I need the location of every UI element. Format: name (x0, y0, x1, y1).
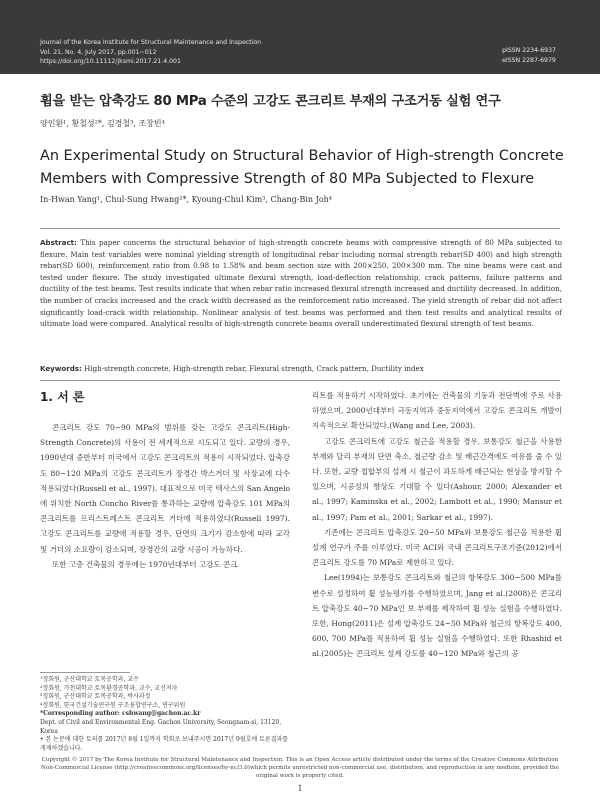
copyright-notice: Copyright © 2017 by The Korea Institute for Structural Maintenance and Inspection. This is an Open Access article distributed under the terms of the Creative Commons Attribution Non-Commercial License (http://creativecommons.org/licenses/by-nc/3.0)which permits unrestricted non-commercial use, distribution, and reproduction in any medium, provided the original work is properly cited. (41, 757, 559, 780)
pissn: pISSN 2234-6937 (502, 47, 556, 54)
right-column (312, 388, 562, 662)
journal-name: Journal of the Korea Institute for Structural Maintenance and Inspection (40, 39, 262, 46)
keywords (40, 364, 562, 373)
footnote-rule (40, 672, 130, 673)
footnote: Dept. of Civil and Environmental Eng. Gachon University, Seongnam-si, 13120, Korea (40, 718, 282, 735)
abstract (40, 237, 562, 330)
banner-left (40, 38, 261, 67)
paragraph: 고강도 콘크리트에 고강도 철근을 적용할 경우, 보통강도 철근을 사용한 부재와 달리 부재의 단면 축소, 철근량 감소 및 배근간격에도 여유를 줄 수 있다. 또한, 교량 접합부의 설계 시 철근이 과도하게 배근되는 현상을 방지할 수 있으며, 시공성의 향상도 기대할 수 있다(Ashour, 2000; Alexander et al., 1997; Kaminska et al., 2002; Lambott et al., 1990; Mansur et al., 1997; Pam et al., 2001; Sarkar et al., 1997). (312, 436, 562, 522)
authors-korean: 양인환¹, 황철성²*, 김경철³, 조창빈⁴ (40, 119, 165, 128)
journal-banner (0, 0, 600, 74)
left-column (40, 420, 290, 572)
paragraph: 콘크리트 강도 70~90 MPa의 범위를 갖는 고강도 콘크리트(High-Strength Concrete)의 사용이 전 세계적으로 시도되고 있다. 교량의 경우, 1990년대 중반부터 미국에서 고강도 콘크리트의 적용이 시작되었다. 압축강도 80~120 MPa의 고강도 콘크리트가 장경간 박스거더 및 사장교에 다수 적용되었다(Russell et al., 1997). 대표적으로 미국 텍사스의 San Angelo에 위치한 North Concho River를 통과하는 교량에 압축강도 101 MPa의 콘크리트를 프리스트레스트 콘크리트 거더에 적용하였다(Russell 1997). 고강도 콘크리트를 교량에 적용할 경우, 단면의 크기가 감소함에 따라 교각 및 거더의 소요량이 감소되며, 장경간의 교량 시공이 가능하다. (40, 423, 290, 554)
authors-english: In-Hwan Yang¹, Chul-Sung Hwang²*, Kyoung-Chul Kim³, Chang-Bin Joh⁴ (40, 195, 333, 204)
page-number: 1 (297, 784, 303, 793)
title-english: An Experimental Study on Structural Behavior of High-strength Concrete Members with Compressive Strength of 80 MPa Subjected to Flexure (40, 148, 564, 187)
footnotes (40, 676, 290, 753)
footnote: ¹정회원, 군산대학교 토목공학과, 교수 (40, 676, 139, 683)
doi-link[interactable]: https://doi.org/10.11112/jksmi.2017.21.4.001 (40, 58, 181, 65)
keywords-text: High-strength concrete, High-strength rebar, Flexural strength, Crack pattern, Ductility index (84, 364, 424, 373)
banner-right (502, 46, 556, 65)
footnote: • 본 논문에 대한 토의를 2017년 8월 1일까지 학회로 보내주시면 2017년 9월호에 토론결과를 게재하겠습니다. (40, 736, 289, 752)
footnote: ²정회원, 가천대학교 토목환경공학과, 교수, 교신저자 (40, 684, 178, 692)
eissn: eISSN 2287-6979 (502, 56, 556, 64)
footnote: ⁴정회원, 한국건설기술연구원 구조융합연구소, 연구위원 (40, 701, 186, 709)
abstract-text: This paper concerns the structural behavior of high-strength concrete beams with compressive strength of 80 MPa subjected to flexure. Main test variables were nominal yielding strength of longitudinal rebar including normal strength rebar(SD 400) and high strength rebar(SD 600), reinforcement ratio from 0.98 to 1.58% and beam section size with 200×250, 200×300 mm. The nine beams were cast and tested under flexure. The study investigated ultimate flexural strength, load-deflection relationship, crack patterns, failure patterns and ductility of the test beams. Test results indicate that when rebar ratio increased flexural strength increased and ductility decreased. In addition, the number of cracks increased and the crack width decreased as the reinforcement ratio increased. The yield strength of rebar did not affect significantly load-crack width relationship. Nonlinear analysis of test beams was performed and then test results and analytical results of ultimate load were compared. Analytical results of high-strength concrete beams overall underestimated flexural strength of test beams. (40, 238, 562, 329)
title-korean: 휨을 받는 압축강도 80 MPa 수준의 고강도 콘크리트 부재의 구조거동 실험 연구 (40, 94, 501, 109)
divider-bottom (40, 380, 560, 381)
journal-volume: Vol. 21, No. 4, July 2017, pp.001~012 (40, 48, 157, 56)
section-heading: 1. 서 론 (40, 390, 85, 404)
footnote: ³정회원, 군산대학교 토목공학과, 박사과정 (40, 693, 151, 701)
paragraph: 또한 고층 건축물의 경우에는 1970년대부터 고강도 콘크 (52, 559, 238, 569)
paragraph: 리트를 적용하기 시작하였다. 초기에는 건축물의 기둥과 전단벽에 주로 사용하였으며, 2000년대부터 극동지역과 중동지역에서 고강도 콘크리트 개발이 지속적으로 확산되었다.(Wang and Lee, 2003). (312, 391, 562, 431)
abstract-label: Abstract: (40, 238, 77, 247)
divider-top (40, 228, 560, 229)
paragraph: 기존에는 콘크리트 압축강도 20~50 MPa와 보통강도 철근을 적용한 휨 설계 연구가 주를 이루었다. 미국 ACI와 국내 콘크리트구조기준(2012)에서 콘크리트 강도를 70 MPa로 제한하고 있다. (312, 527, 562, 568)
keywords-label: Keywords: (40, 364, 82, 373)
footnote: *Corresponding author: cshwang@gachon.ac.kr (40, 710, 201, 718)
paragraph: Lee(1994)는 보통강도 콘크리트와 철근의 항복강도 300~500 MPa를 변수로 설정하여 휨 성능평가를 수행하였으며, Jang et al.(2008)은 콘크리트 압축강도 40~70 MPa인 보 부재를 제작하여 휨 성능 실험을 수행하였다. 또한, Hong(2011)은 설계 압축강도 24~50 MPa와 철근의 항복강도 400, 600, 700 MPa를 적용하여 휨 성능 실험을 수행하였다. 또한 Rhashid et al.(2005)는 콘크리트 설계 강도를 40~120 MPa와 철근의 공 (312, 573, 562, 659)
